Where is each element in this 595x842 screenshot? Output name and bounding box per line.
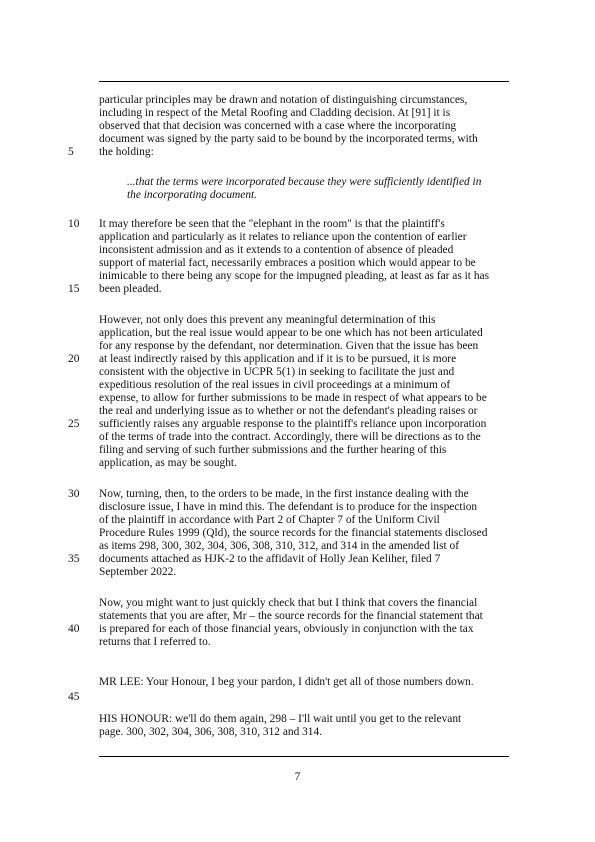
text-line: application, as may be sought. bbox=[99, 457, 237, 469]
text-line: support of material fact, necessarily embraces a position which would appear to be bbox=[99, 257, 476, 269]
text-line: of the terms of trade into the contract. Accordingly, there will be directions as to the bbox=[99, 431, 481, 443]
text-line: However, not only does this prevent any meaningful determination of this bbox=[99, 314, 436, 326]
quote-line: ...that the terms were incorporated because they were sufficiently identified in bbox=[127, 176, 482, 188]
text-line: been pleaded. bbox=[99, 283, 162, 295]
text-line: filing and serving of such further submissions and the further hearing of this bbox=[99, 444, 447, 456]
quote-line: the incorporating document. bbox=[127, 189, 258, 201]
line-number: 10 bbox=[68, 218, 80, 230]
text-line: of the plaintiff in accordance with Part 2 of Chapter 7 of the Uniform Civil bbox=[99, 514, 440, 526]
text-line: observed that that decision was concerned with a case where the incorporating bbox=[99, 120, 457, 132]
text-line: September 2022. bbox=[99, 566, 177, 578]
text-line: document was signed by the party said to be bound by the incorporated terms, with bbox=[99, 133, 478, 145]
text-line: inconsistent admission and as it extends to a contention of absence of pleaded bbox=[99, 244, 454, 256]
text-line: statements that you are after, Mr – the source records for the financial statement that bbox=[99, 610, 483, 622]
line-number: 15 bbox=[68, 283, 80, 295]
line-number: 20 bbox=[68, 353, 80, 365]
text-line: Now, you might want to just quickly check that but I think that covers the financial bbox=[99, 597, 478, 609]
speaker-line: HIS HONOUR: we'll do them again, 298 – I'll wait until you get to the relevant bbox=[99, 713, 462, 725]
text-line: application and particularly as it relates to reliance upon the contention of earlier bbox=[99, 231, 467, 243]
text-line: expeditious resolution of the real issues in civil proceedings at a minimum of bbox=[99, 379, 451, 391]
text-line: the real and underlying issue as to whether or not the defendant's pleading raises or bbox=[99, 405, 478, 417]
text-line: application, but the real issue would appear to be one which has not been articulated bbox=[99, 327, 483, 339]
line-number: 35 bbox=[68, 553, 80, 565]
text-line: disclosure issue, I have in mind this. The defendant is to produce for the inspection bbox=[99, 501, 478, 513]
line-number: 40 bbox=[68, 623, 80, 635]
text-line: It may therefore be seen that the "elephant in the room" is that the plaintiff's bbox=[99, 218, 445, 230]
line-number: 30 bbox=[68, 488, 80, 500]
footer-rule bbox=[99, 756, 509, 757]
speaker-line: MR LEE: Your Honour, I beg your pardon, I didn't get all of those numbers down. bbox=[99, 676, 474, 688]
text-line: including in respect of the Metal Roofing and Cladding decision. At [91] it is bbox=[99, 107, 451, 119]
text-line: the holding: bbox=[99, 146, 154, 158]
line-number: 25 bbox=[68, 418, 80, 430]
text-line: as items 298, 300, 302, 304, 306, 308, 310, 312, and 314 in the amended list of bbox=[99, 540, 460, 552]
text-line: inimicable to there being any scope for the impugned pleading, at least as far as it has bbox=[99, 270, 490, 282]
text-line: expense, to allow for further submissions to be made in respect of what appears to be bbox=[99, 392, 487, 404]
text-line: consistent with the objective in UCPR 5(1) in seeking to facilitate the just and bbox=[99, 366, 455, 378]
text-line: returns that I referred to. bbox=[99, 636, 211, 648]
text-line: particular principles may be drawn and notation of distinguishing circumstances, bbox=[99, 94, 468, 106]
line-number: 45 bbox=[68, 691, 80, 703]
text-line: Procedure Rules 1999 (Qld), the source records for the financial statements disclosed bbox=[99, 527, 488, 539]
page-number: 7 bbox=[294, 771, 301, 783]
header-rule bbox=[99, 81, 509, 82]
text-line: sufficiently raises any arguable response to the plaintiff's reliance upon incorporation bbox=[99, 418, 487, 430]
text-line: for any response by the defendant, nor determination. Given that the issue has been bbox=[99, 340, 479, 352]
text-line: is prepared for each of those financial years, obviously in conjunction with the tax bbox=[99, 623, 474, 635]
text-line: at least indirectly raised by this application and if it is to be pursued, it is more bbox=[99, 353, 457, 365]
line-number: 5 bbox=[68, 146, 74, 158]
text-line: Now, turning, then, to the orders to be made, in the first instance dealing with the bbox=[99, 488, 469, 500]
text-line: documents attached as HJK-2 to the affidavit of Holly Jean Keliher, filed 7 bbox=[99, 553, 441, 565]
text-line: page. 300, 302, 304, 306, 308, 310, 312 and 314. bbox=[99, 726, 323, 738]
